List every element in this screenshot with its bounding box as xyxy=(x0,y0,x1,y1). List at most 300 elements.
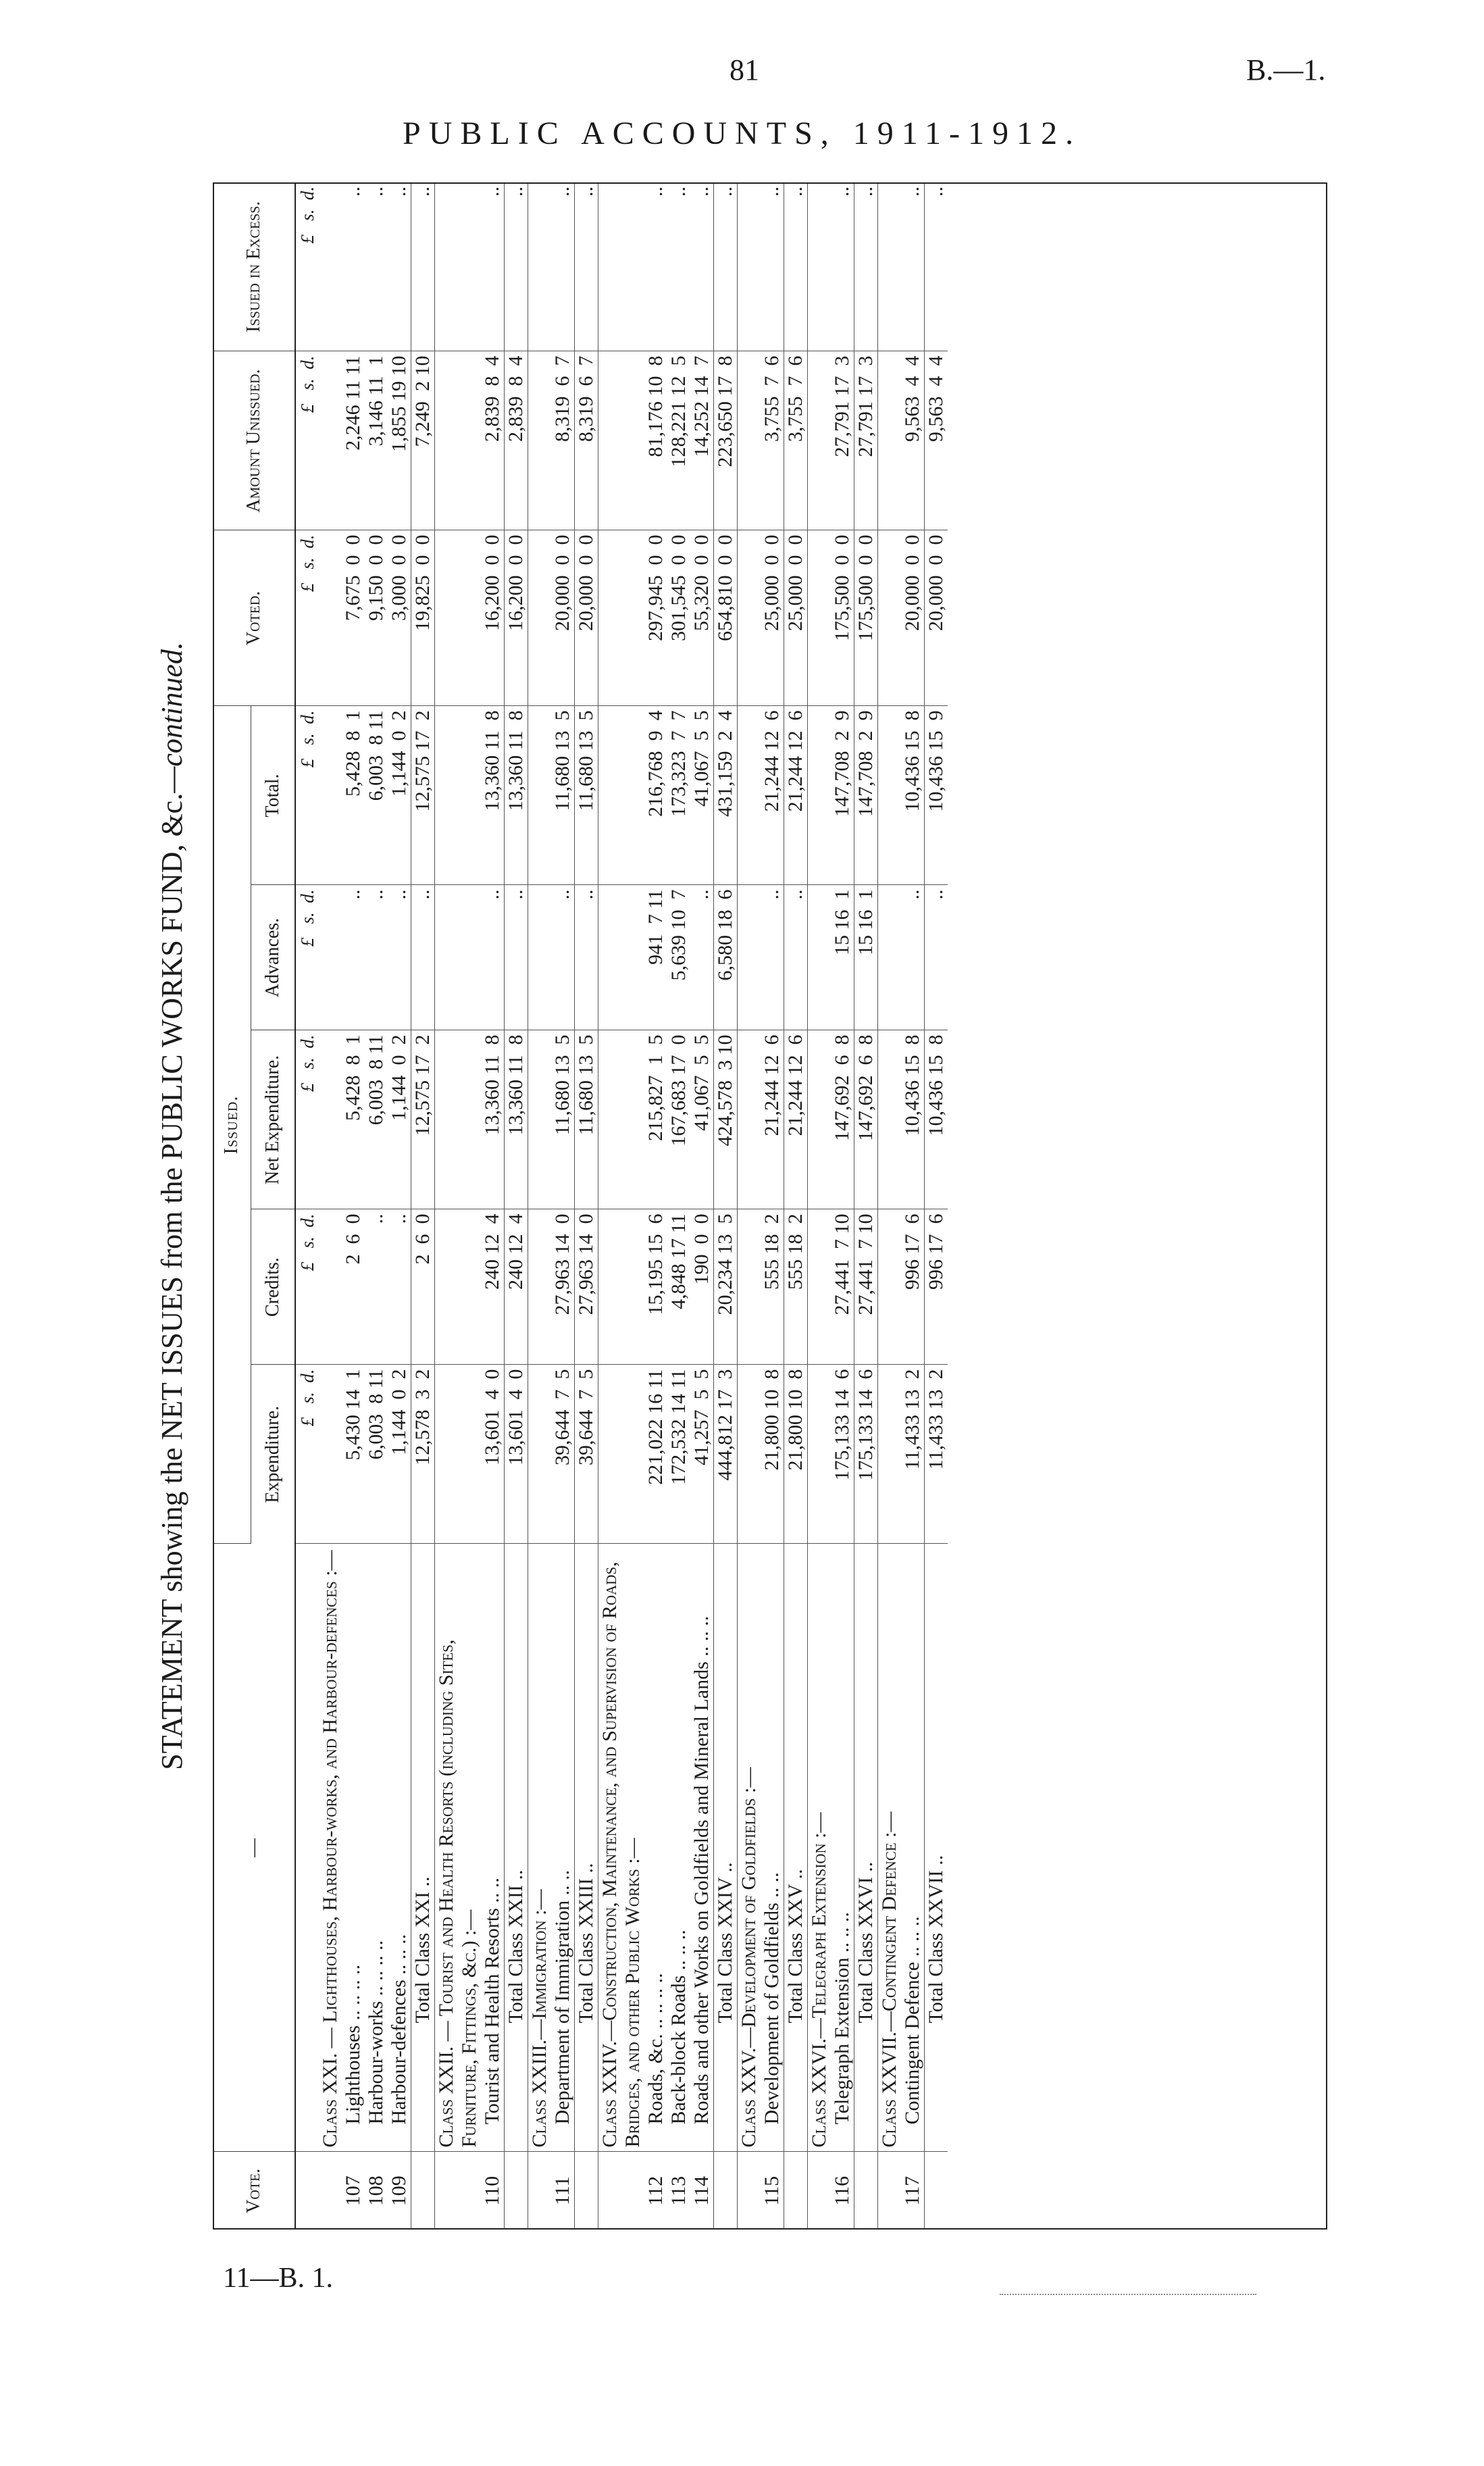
net-expenditure-cell xyxy=(808,1030,831,1209)
voted-cell xyxy=(319,530,342,706)
table-row xyxy=(690,182,714,2230)
advances-cell: .. xyxy=(575,885,598,1030)
table-row xyxy=(831,182,854,2230)
net-expenditure-cell: 21,244 12 6 xyxy=(784,1030,808,1209)
advances-cell: 15 16 1 xyxy=(854,885,878,1030)
expenditure-cell: 175,133 14 6 xyxy=(831,1365,854,1544)
expenditure-cell xyxy=(435,1365,482,1544)
vote-cell: 112 xyxy=(644,2175,667,2206)
unissued-cell: 7,249 2 10 xyxy=(411,351,435,530)
net-expenditure-cell xyxy=(528,1030,552,1209)
table-row xyxy=(435,182,482,2230)
expenditure-cell xyxy=(808,1365,831,1544)
caption-main: STATEMENT showing the NET ISSUES from the PUBLIC WORKS FUND, &c. xyxy=(155,792,188,1770)
advances-cell xyxy=(319,885,342,1030)
description-cell: Total Class XXI .. xyxy=(411,1544,435,2152)
voted-cell xyxy=(738,530,761,706)
description-cell: Total Class XXII .. xyxy=(505,1544,528,2152)
credits-cell xyxy=(878,1209,902,1365)
unit-label: £ s. d. xyxy=(295,182,319,351)
unissued-cell: 8,319 6 7 xyxy=(575,351,598,530)
vote-cell: 114 xyxy=(690,2175,713,2206)
vote-cell xyxy=(411,2152,435,2230)
description-cell: Department of Immigration .. .. xyxy=(551,1544,575,2152)
header-voted: Voted. xyxy=(213,530,295,706)
excess-cell: .. xyxy=(388,182,411,351)
footer-rule xyxy=(1000,2294,1256,2295)
header-vote: Vote. xyxy=(213,2152,295,2230)
unissued-cell xyxy=(319,351,342,530)
unit-label: £ s. d. xyxy=(295,885,319,1030)
table-caption xyxy=(142,182,203,2230)
table-row-total xyxy=(854,182,878,2230)
credits-cell: 27,441 7 10 xyxy=(854,1209,878,1365)
table-row xyxy=(808,182,831,2230)
total-cell xyxy=(435,706,482,885)
voted-cell xyxy=(435,530,482,706)
credits-cell: 996 17 6 xyxy=(901,1209,925,1365)
vote-cell: 113 xyxy=(667,2175,690,2206)
voted-cell: 175,500 0 0 xyxy=(831,530,854,706)
advances-cell: 941 7 11 xyxy=(644,885,667,1030)
net-expenditure-cell: 12,575 17 2 xyxy=(411,1030,435,1209)
unissued-cell xyxy=(738,351,761,530)
advances-cell: .. xyxy=(901,885,925,1030)
table-row xyxy=(551,182,575,2230)
voted-cell: 3,000 0 0 xyxy=(388,530,411,706)
advances-cell xyxy=(738,885,761,1030)
expenditure-cell: 39,644 7 5 xyxy=(551,1365,575,1544)
table-row xyxy=(667,182,690,2230)
credits-cell: 555 18 2 xyxy=(761,1209,784,1365)
description-cell: Total Class XXIV .. xyxy=(714,1544,738,2152)
expenditure-cell: 11,433 13 2 xyxy=(901,1365,925,1544)
table-row-total xyxy=(575,182,598,2230)
unit-label: £ s. d. xyxy=(295,1365,319,1544)
total-cell xyxy=(738,706,761,885)
description-cell: Harbour-works .. .. .. .. xyxy=(365,1544,388,2152)
advances-cell: .. xyxy=(342,885,365,1030)
header-issued: Issued. xyxy=(213,706,251,1544)
credits-cell xyxy=(528,1209,552,1365)
table-row-total xyxy=(411,182,435,2230)
excess-cell: .. xyxy=(831,182,854,351)
excess-cell: .. xyxy=(575,182,598,351)
credits-cell: 15,195 15 6 xyxy=(644,1209,667,1365)
credits-cell xyxy=(738,1209,761,1365)
unissued-cell: 9,563 4 4 xyxy=(901,351,925,530)
total-cell: 11,680 13 5 xyxy=(551,706,575,885)
description-cell: Class XXIV.—Construction, Maintenance, and Supervision of Roads, Bridges, and other Public Works :— xyxy=(598,1544,645,2152)
table-row xyxy=(319,182,342,2230)
net-expenditure-cell: 10,436 15 8 xyxy=(901,1030,925,1209)
net-expenditure-cell: 1,144 0 2 xyxy=(388,1030,411,1209)
description-cell: Class XXIII.—Immigration :— xyxy=(528,1544,552,2152)
advances-cell: 6,580 18 6 xyxy=(714,885,738,1030)
table-row xyxy=(644,182,667,2230)
unissued-cell: 3,755 7 6 xyxy=(784,351,808,530)
unissued-cell: 27,791 17 3 xyxy=(854,351,878,530)
net-expenditure-cell: 147,692 6 8 xyxy=(854,1030,878,1209)
table-row xyxy=(388,182,411,2230)
expenditure-cell xyxy=(528,1365,552,1544)
advances-cell: .. xyxy=(411,885,435,1030)
expenditure-cell: 6,003 8 11 xyxy=(365,1365,388,1544)
total-cell xyxy=(598,706,645,885)
unissued-cell: 223,650 17 8 xyxy=(714,351,738,530)
vote-cell xyxy=(808,2152,831,2230)
vote-cell: 116 xyxy=(831,2175,853,2206)
description-cell: Roads and other Works on Goldfields and Mineral Lands .. .. .. xyxy=(690,1544,714,2152)
excess-cell: .. xyxy=(667,182,690,351)
vote-cell xyxy=(878,2152,902,2230)
total-cell: 216,768 9 4 xyxy=(644,706,667,885)
description-cell: Roads, &c. .. .. .. .. xyxy=(644,1544,667,2152)
description-cell: Back-block Roads .. .. .. xyxy=(667,1544,690,2152)
expenditure-cell: 13,601 4 0 xyxy=(505,1365,528,1544)
net-expenditure-cell: 13,360 11 8 xyxy=(481,1030,505,1209)
voted-cell: 7,675 0 0 xyxy=(342,530,365,706)
advances-cell: .. xyxy=(761,885,784,1030)
credits-cell: 240 12 4 xyxy=(481,1209,505,1365)
credits-cell xyxy=(598,1209,645,1365)
header-net-expenditure: Net Expenditure. xyxy=(251,1030,296,1209)
description-cell: Telegraph Extension .. .. .. xyxy=(831,1544,854,2152)
unit-label: £ s. d. xyxy=(295,1209,319,1365)
net-expenditure-cell: 41,067 5 5 xyxy=(690,1030,714,1209)
net-expenditure-cell: 21,244 12 6 xyxy=(761,1030,784,1209)
excess-cell: .. xyxy=(644,182,667,351)
vote-cell xyxy=(714,2152,738,2230)
unit-label: £ s. d. xyxy=(295,530,319,706)
unissued-cell: 2,839 8 4 xyxy=(505,351,528,530)
credits-cell: 2 6 0 xyxy=(342,1209,365,1365)
advances-cell: .. xyxy=(551,885,575,1030)
credits-cell xyxy=(435,1209,482,1365)
unissued-cell: 14,252 14 7 xyxy=(690,351,714,530)
credits-cell: 27,441 7 10 xyxy=(831,1209,854,1365)
voted-cell: 20,000 0 0 xyxy=(901,530,925,706)
unit-label: £ s. d. xyxy=(295,1030,319,1209)
excess-cell: .. xyxy=(365,182,388,351)
expenditure-cell xyxy=(319,1365,342,1544)
excess-cell xyxy=(435,182,482,351)
total-cell: 5,428 8 1 xyxy=(342,706,365,885)
expenditure-cell: 21,800 10 8 xyxy=(784,1365,808,1544)
advances-cell: 5,639 10 7 xyxy=(667,885,690,1030)
excess-cell: .. xyxy=(714,182,738,351)
advances-cell xyxy=(598,885,645,1030)
unissued-cell: 27,791 17 3 xyxy=(831,351,854,530)
net-expenditure-cell: 13,360 11 8 xyxy=(505,1030,528,1209)
net-expenditure-cell: 10,436 15 8 xyxy=(925,1030,948,1209)
unit-label: £ s. d. xyxy=(295,351,319,530)
description-cell: Class XXII. — Tourist and Health Resorts (including Sites, Furniture, Fittings, &c.) :— xyxy=(435,1544,482,2152)
credits-cell: 20,234 13 5 xyxy=(714,1209,738,1365)
unissued-cell: 3,755 7 6 xyxy=(761,351,784,530)
credits-cell: 190 0 0 xyxy=(690,1209,714,1365)
excess-cell xyxy=(808,182,831,351)
page-title: PUBLIC ACCOUNTS, 1911-1912. xyxy=(403,116,1081,151)
header-total: Total. xyxy=(251,706,296,885)
excess-cell: .. xyxy=(784,182,808,351)
vote-cell xyxy=(528,2152,552,2230)
voted-cell: 20,000 0 0 xyxy=(575,530,598,706)
total-cell: 11,680 13 5 xyxy=(575,706,598,885)
header-amount-unissued: Amount Unissued. xyxy=(213,351,295,530)
vote-cell xyxy=(854,2152,878,2230)
net-expenditure-cell xyxy=(319,1030,342,1209)
excess-cell xyxy=(738,182,761,351)
voted-cell: 25,000 0 0 xyxy=(761,530,784,706)
net-expenditure-cell: 215,827 1 5 xyxy=(644,1030,667,1209)
rotated-table-block xyxy=(142,182,1331,2230)
vote-cell: 108 xyxy=(365,2175,387,2207)
table-row xyxy=(481,182,505,2230)
vote-cell xyxy=(319,2152,342,2230)
advances-cell: .. xyxy=(925,885,948,1030)
credits-cell: 27,963 14 0 xyxy=(551,1209,575,1365)
unissued-cell: 81,176 10 8 xyxy=(644,351,667,530)
table-row xyxy=(878,182,902,2230)
expenditure-cell: 11,433 13 2 xyxy=(925,1365,948,1544)
expenditure-cell: 41,257 5 5 xyxy=(690,1365,714,1544)
vote-cell: 109 xyxy=(388,2175,410,2207)
net-expenditure-cell: 5,428 8 1 xyxy=(342,1030,365,1209)
unissued-cell xyxy=(528,351,552,530)
vote-cell xyxy=(598,2152,645,2230)
expenditure-cell: 39,644 7 5 xyxy=(575,1365,598,1544)
excess-cell: .. xyxy=(690,182,714,351)
vote-cell: 111 xyxy=(551,2176,573,2206)
description-cell: Development of Goldfields .. .. xyxy=(761,1544,784,2152)
unissued-cell: 8,319 6 7 xyxy=(551,351,575,530)
credits-cell: .. xyxy=(365,1209,388,1365)
advances-cell xyxy=(528,885,552,1030)
description-cell: Contingent Defence .. .. .. xyxy=(901,1544,925,2152)
voted-cell xyxy=(528,530,552,706)
net-expenditure-cell xyxy=(878,1030,902,1209)
expenditure-cell: 221,022 16 11 xyxy=(644,1365,667,1544)
vote-cell: 115 xyxy=(761,2175,783,2206)
table-row xyxy=(761,182,784,2230)
excess-cell: .. xyxy=(411,182,435,351)
caption-continued: —continued. xyxy=(155,642,188,793)
unissued-cell: 2,839 8 4 xyxy=(481,351,505,530)
net-expenditure-cell: 147,692 6 8 xyxy=(831,1030,854,1209)
unissued-cell: 9,563 4 4 xyxy=(925,351,948,530)
unissued-cell xyxy=(435,351,482,530)
unit-label: £ s. d. xyxy=(295,706,319,885)
description-cell: Lighthouses .. .. .. .. xyxy=(342,1544,365,2152)
excess-cell xyxy=(319,182,342,351)
expenditure-cell: 1,144 0 2 xyxy=(388,1365,411,1544)
advances-cell: .. xyxy=(690,885,714,1030)
unissued-cell: 128,221 12 5 xyxy=(667,351,690,530)
net-expenditure-cell xyxy=(738,1030,761,1209)
expenditure-cell xyxy=(738,1365,761,1544)
net-issues-table xyxy=(213,182,948,2230)
vote-cell xyxy=(925,2152,948,2230)
table-body xyxy=(319,182,948,2230)
table-row xyxy=(738,182,761,2230)
expenditure-cell xyxy=(878,1365,902,1544)
unissued-cell: 1,855 19 10 xyxy=(388,351,411,530)
table-row xyxy=(901,182,925,2230)
description-cell: Harbour-defences .. .. .. xyxy=(388,1544,411,2152)
table-row xyxy=(598,182,645,2230)
advances-cell: .. xyxy=(481,885,505,1030)
total-cell xyxy=(319,706,342,885)
table-row xyxy=(528,182,552,2230)
description-cell: Class XXI. — Lighthouses, Harbour-works, and Harbour-defences :— xyxy=(319,1544,342,2152)
expenditure-cell: 172,532 14 11 xyxy=(667,1365,690,1544)
description-cell: Class XXVII.—Contingent Defence :— xyxy=(878,1544,902,2152)
credits-cell: 555 18 2 xyxy=(784,1209,808,1365)
advances-cell xyxy=(808,885,831,1030)
total-cell xyxy=(528,706,552,885)
voted-cell: 20,000 0 0 xyxy=(925,530,948,706)
voted-cell: 25,000 0 0 xyxy=(784,530,808,706)
vote-cell: 117 xyxy=(901,2175,923,2206)
description-cell: Tourist and Health Resorts .. .. xyxy=(481,1544,505,2152)
header-advances: Advances. xyxy=(251,885,296,1030)
excess-cell: .. xyxy=(551,182,575,351)
voted-cell: 20,000 0 0 xyxy=(551,530,575,706)
description-cell: Total Class XXVII .. xyxy=(925,1544,948,2152)
table-row-total xyxy=(925,182,948,2230)
advances-cell: .. xyxy=(388,885,411,1030)
expenditure-cell: 175,133 14 6 xyxy=(854,1365,878,1544)
voted-cell xyxy=(598,530,645,706)
total-cell: 41,067 5 5 xyxy=(690,706,714,885)
excess-cell: .. xyxy=(854,182,878,351)
page-number: 81 xyxy=(730,53,759,86)
total-cell: 10,436 15 9 xyxy=(925,706,948,885)
voted-cell: 297,945 0 0 xyxy=(644,530,667,706)
unissued-cell: 3,146 11 1 xyxy=(365,351,388,530)
advances-cell xyxy=(435,885,482,1030)
total-cell: 431,159 2 4 xyxy=(714,706,738,885)
total-cell: 13,360 11 8 xyxy=(481,706,505,885)
credits-cell: 27,963 14 0 xyxy=(575,1209,598,1365)
total-cell: 6,003 8 11 xyxy=(365,706,388,885)
unissued-cell xyxy=(598,351,645,530)
expenditure-cell: 13,601 4 0 xyxy=(481,1365,505,1544)
vote-cell xyxy=(784,2152,808,2230)
table-row-total xyxy=(505,182,528,2230)
vote-cell: 110 xyxy=(481,2175,503,2206)
expenditure-cell xyxy=(598,1365,645,1544)
expenditure-cell: 12,578 3 2 xyxy=(411,1365,435,1544)
vote-cell: 107 xyxy=(342,2175,364,2207)
table-row-total xyxy=(714,182,738,2230)
excess-cell: .. xyxy=(925,182,948,351)
unissued-cell xyxy=(878,351,902,530)
voted-cell: 55,320 0 0 xyxy=(690,530,714,706)
expenditure-cell: 5,430 14 1 xyxy=(342,1365,365,1544)
credits-cell: 240 12 4 xyxy=(505,1209,528,1365)
net-expenditure-cell: 6,003 8 11 xyxy=(365,1030,388,1209)
description-cell: Total Class XXVI .. xyxy=(854,1544,878,2152)
header-credits: Credits. xyxy=(251,1209,296,1365)
table-row-total xyxy=(784,182,808,2230)
total-cell: 10,436 15 8 xyxy=(901,706,925,885)
description-cell: Class XXV.—Development of Goldfields :— xyxy=(738,1544,761,2152)
advances-cell: 15 16 1 xyxy=(831,885,854,1030)
total-cell xyxy=(878,706,902,885)
advances-cell: .. xyxy=(784,885,808,1030)
voted-cell xyxy=(808,530,831,706)
advances-cell: .. xyxy=(505,885,528,1030)
excess-cell: .. xyxy=(342,182,365,351)
total-cell: 147,708 2 9 xyxy=(854,706,878,885)
excess-cell: .. xyxy=(901,182,925,351)
header-description: — xyxy=(213,1544,295,2152)
net-expenditure-cell: 11,680 13 5 xyxy=(551,1030,575,1209)
unissued-cell xyxy=(808,351,831,530)
expenditure-cell: 21,800 10 8 xyxy=(761,1365,784,1544)
total-cell: 147,708 2 9 xyxy=(831,706,854,885)
footer-signature: 11—B. 1. xyxy=(223,2263,333,2294)
header-issued-in-excess: Issued in Excess. xyxy=(213,182,295,351)
credits-cell: 4,848 17 11 xyxy=(667,1209,690,1365)
excess-cell: .. xyxy=(505,182,528,351)
description-cell: Total Class XXV .. xyxy=(784,1544,808,2152)
net-expenditure-cell xyxy=(435,1030,482,1209)
document-reference: B.—1. xyxy=(1246,53,1326,86)
voted-cell: 9,150 0 0 xyxy=(365,530,388,706)
total-cell: 12,575 17 2 xyxy=(411,706,435,885)
description-cell: Class XXVI.—Telegraph Extension :— xyxy=(808,1544,831,2152)
net-expenditure-cell xyxy=(598,1030,645,1209)
voted-cell: 16,200 0 0 xyxy=(481,530,505,706)
voted-cell: 19,825 0 0 xyxy=(411,530,435,706)
excess-cell xyxy=(528,182,552,351)
excess-cell xyxy=(878,182,902,351)
table-row xyxy=(365,182,388,2230)
table-row xyxy=(342,182,365,2230)
excess-cell: .. xyxy=(481,182,505,351)
vote-cell xyxy=(435,2152,482,2230)
excess-cell xyxy=(598,182,645,351)
total-cell: 1,144 0 2 xyxy=(388,706,411,885)
vote-cell xyxy=(505,2152,528,2230)
credits-cell: 2 6 0 xyxy=(411,1209,435,1365)
unissued-cell: 2,246 11 11 xyxy=(342,351,365,530)
credits-cell xyxy=(319,1209,342,1365)
credits-cell xyxy=(808,1209,831,1365)
header-expenditure: Expenditure. xyxy=(251,1365,296,1544)
voted-cell: 16,200 0 0 xyxy=(505,530,528,706)
advances-cell: .. xyxy=(365,885,388,1030)
advances-cell xyxy=(878,885,902,1030)
total-cell xyxy=(808,706,831,885)
vote-cell xyxy=(738,2152,761,2230)
total-cell: 13,360 11 8 xyxy=(505,706,528,885)
total-cell: 173,323 7 7 xyxy=(667,706,690,885)
voted-cell: 301,545 0 0 xyxy=(667,530,690,706)
voted-cell xyxy=(878,530,902,706)
voted-cell: 175,500 0 0 xyxy=(854,530,878,706)
total-cell: 21,244 12 6 xyxy=(761,706,784,885)
voted-cell: 654,810 0 0 xyxy=(714,530,738,706)
net-expenditure-cell: 167,683 17 0 xyxy=(667,1030,690,1209)
description-cell: Total Class XXIII .. xyxy=(575,1544,598,2152)
total-cell: 21,244 12 6 xyxy=(784,706,808,885)
vote-cell xyxy=(575,2152,598,2230)
credits-cell: 996 17 6 xyxy=(925,1209,948,1365)
